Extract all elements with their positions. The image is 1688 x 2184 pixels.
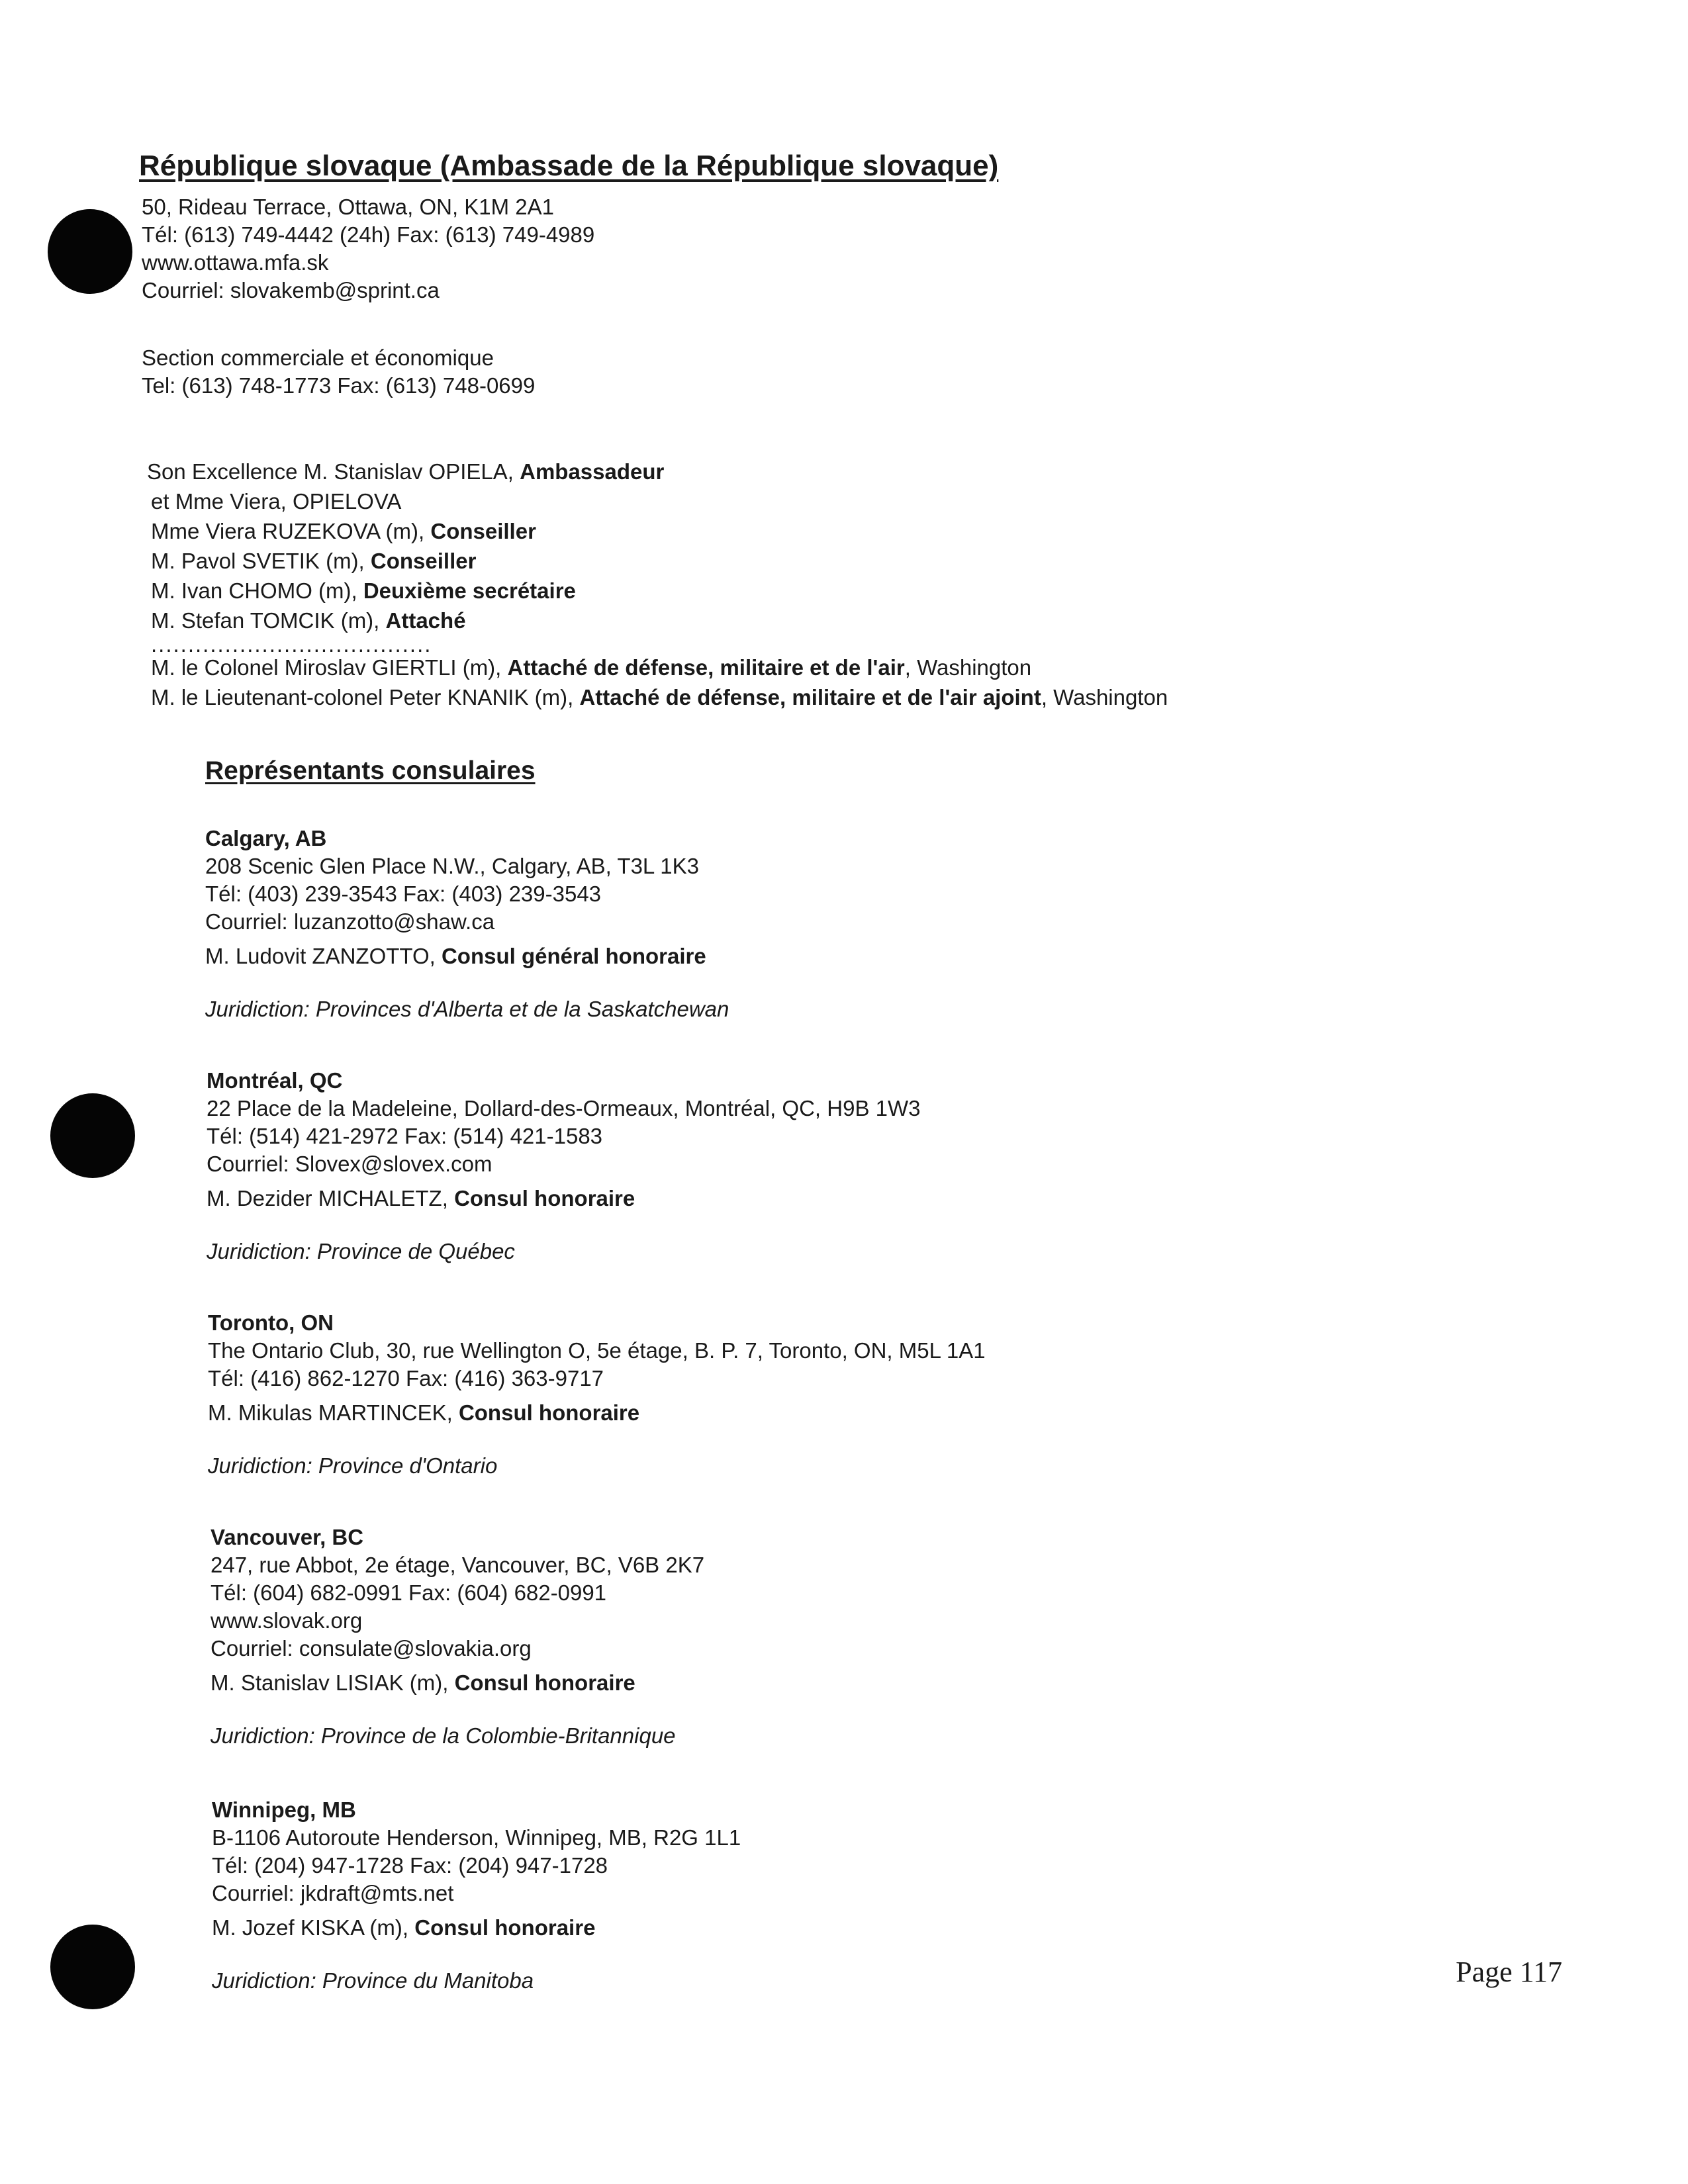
spacer [212,1942,741,1967]
consulate-montreal [207,1067,920,1265]
embassy-website: www.ottawa.mfa.sk [142,250,329,275]
consulate-address: 22 Place de la Madeleine, Dollard-des-Ormeaux, Montréal, QC, H9B 1W3 [207,1096,921,1120]
staff-entry: et Mme Viera, OPIELOVA [151,489,402,514]
staff-entry: M. Pavol SVETIK (m), Conseiller [151,549,477,573]
consular-heading: Représentants consulaires [205,756,536,785]
consulate-calgary [205,825,729,1023]
consulate-email: Courriel: jkdraft@mts.net [212,1881,454,1905]
consulate-city: Winnipeg, MB [212,1797,356,1822]
page-number: Page 117 [1456,1956,1562,1988]
consulate-jurisdiction: Juridiction: Province de Québec [207,1239,515,1263]
separator-dots: ...................................... [151,632,432,657]
embassy-contact [142,193,594,304]
consulate-phone: Tél: (604) 682-0991 Fax: (604) 682-0991 [211,1580,607,1605]
consulate-address: 208 Scenic Glen Place N.W., Calgary, AB, T3L 1K3 [205,854,699,878]
embassy-phone: Tél: (613) 749-4442 (24h) Fax: (613) 749-4989 [142,222,595,247]
consulate-email: Courriel: consulate@slovakia.org [211,1636,532,1661]
spacer [208,1427,986,1452]
commercial-title: Section commerciale et économique [142,345,494,370]
spacer [208,1392,986,1399]
consulate-toronto [208,1309,986,1480]
spacer [205,970,729,995]
commercial-section [142,344,535,400]
staff-list [147,457,1168,712]
binder-hole-bottom [50,1925,135,2009]
consulate-city: Montréal, QC [207,1068,343,1093]
consulate-phone: Tél: (403) 239-3543 Fax: (403) 239-3543 [205,882,602,906]
staff-entry: Mme Viera RUZEKOVA (m), Conseiller [151,519,536,543]
commercial-phone: Tel: (613) 748-1773 Fax: (613) 748-0699 [142,373,536,398]
consulate-website: www.slovak.org [211,1608,363,1633]
consulate-city: Calgary, AB [205,826,327,850]
staff-entry: M. Stefan TOMCIK (m), Attaché [151,608,466,633]
consulate-city: Vancouver, BC [211,1525,364,1549]
consulate-city: Toronto, ON [208,1310,334,1335]
consulate-jurisdiction: Juridiction: Province du Manitoba [212,1968,534,1993]
consulate-jurisdiction: Juridiction: Province d'Ontario [208,1453,498,1478]
consulate-address: 247, rue Abbot, 2e étage, Vancouver, BC, V6B 2K7 [211,1553,705,1577]
consulate-jurisdiction: Juridiction: Provinces d'Alberta et de la Saskatchewan [205,997,729,1021]
defense-entry: M. le Lieutenant-colonel Peter KNANIK (m), Attaché de défense, militaire et de l'air ajoint, Washington [151,685,1168,709]
consulate-phone: Tél: (204) 947-1728 Fax: (204) 947-1728 [212,1853,608,1878]
binder-hole-top [48,209,132,294]
consulate-person: M. Dezider MICHALETZ, Consul honoraire [207,1186,635,1210]
spacer [212,1907,741,1914]
spacer [207,1178,920,1185]
defense-entry: M. le Colonel Miroslav GIERTLI (m), Attaché de défense, militaire et de l'air, Washington [151,655,1032,680]
consulate-vancouver [211,1524,704,1750]
spacer [211,1697,704,1722]
spacer [205,936,729,942]
consulate-person: M. Ludovit ZANZOTTO, Consul général honoraire [205,944,706,968]
consulate-person: M. Stanislav LISIAK (m), Consul honoraire [211,1670,635,1695]
consulate-person: M. Mikulas MARTINCEK, Consul honoraire [208,1400,640,1425]
consulate-jurisdiction: Juridiction: Province de la Colombie-Britannique [211,1723,676,1748]
embassy-email: Courriel: slovakemb@sprint.ca [142,278,440,302]
spacer [211,1662,704,1669]
embassy-address: 50, Rideau Terrace, Ottawa, ON, K1M 2A1 [142,195,555,219]
staff-entry: Son Excellence M. Stanislav OPIELA, Ambassadeur [147,459,665,484]
consulate-address: The Ontario Club, 30, rue Wellington O, 5e étage, B. P. 7, Toronto, ON, M5L 1A1 [208,1338,986,1363]
spacer [207,1212,920,1238]
binder-hole-middle [50,1093,135,1178]
staff-entry: M. Ivan CHOMO (m), Deuxième secrétaire [151,578,576,603]
consulate-phone: Tél: (514) 421-2972 Fax: (514) 421-1583 [207,1124,603,1148]
consulate-email: Courriel: luzanzotto@shaw.ca [205,909,495,934]
consulate-address: B-1106 Autoroute Henderson, Winnipeg, MB, R2G 1L1 [212,1825,741,1850]
page-heading: République slovaque (Ambassade de la République slovaque) [139,150,999,182]
consulate-winnipeg [212,1796,741,1995]
consulate-phone: Tél: (416) 862-1270 Fax: (416) 363-9717 [208,1366,604,1390]
consulate-person: M. Jozef KISKA (m), Consul honoraire [212,1915,596,1940]
consulate-email: Courriel: Slovex@slovex.com [207,1152,492,1176]
